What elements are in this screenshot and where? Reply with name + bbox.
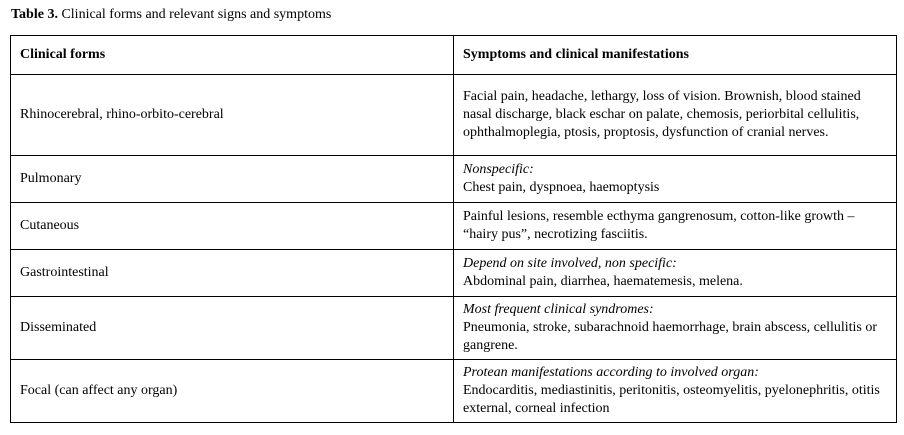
table-row [11, 156, 897, 203]
table-header-row [11, 36, 897, 75]
symptoms-cell [454, 297, 897, 360]
symptoms-cell [454, 203, 897, 250]
table-caption [11, 6, 331, 24]
header-clinical-forms: Clinical forms [11, 36, 454, 75]
clinical-form-cell: Pulmonary [11, 156, 454, 203]
symptoms-text: Endocarditis, mediastinitis, peritonitis, osteomyelitis, pyelonephritis, otitis external, corneal infection [463, 383, 880, 416]
symptoms-cell [454, 156, 897, 203]
symptoms-note: Depend on site involved, non specific: [463, 256, 677, 271]
symptoms-text: Pneumonia, stroke, subarachnoid haemorrhage, brain abscess, cellulitis or gangrene. [463, 320, 878, 353]
symptoms-text: Facial pain, headache, lethargy, loss of vision. Brownish, blood stained nasal discharge, black eschar on palate, chemosis, periorbital cellulitis, ophthalmoplegia, ptosis, proptosis, dysfunction of cranial nerves. [463, 89, 861, 140]
symptoms-cell [454, 75, 897, 156]
clinical-form-cell: Focal (can affect any organ) [11, 360, 454, 423]
symptoms-cell [454, 360, 897, 423]
clinical-form-cell: Rhinocerebral, rhino-orbito-cerebral [11, 75, 454, 156]
caption-label: Table 3. [11, 7, 58, 22]
symptoms-note: Nonspecific: [463, 162, 534, 177]
header-symptoms: Symptoms and clinical manifestations [454, 36, 897, 75]
clinical-forms-table [10, 35, 897, 423]
clinical-form-cell: Gastrointestinal [11, 250, 454, 297]
table-row [11, 297, 897, 360]
symptoms-text: Abdominal pain, diarrhea, haematemesis, melena. [463, 274, 743, 289]
symptoms-text: Chest pain, dyspnoea, haemoptysis [463, 180, 660, 195]
table-row [11, 75, 897, 156]
clinical-form-cell: Disseminated [11, 297, 454, 360]
table-row [11, 360, 897, 423]
symptoms-text: Painful lesions, resemble ecthyma gangrenosum, cotton-like growth – “hairy pus”, necrotizing fasciitis. [463, 209, 855, 242]
table-row [11, 250, 897, 297]
clinical-form-cell: Cutaneous [11, 203, 454, 250]
symptoms-note: Protean manifestations according to involved organ: [463, 365, 759, 380]
table-row [11, 203, 897, 250]
caption-text: Clinical forms and relevant signs and symptoms [61, 7, 332, 22]
symptoms-cell [454, 250, 897, 297]
symptoms-note: Most frequent clinical syndromes: [463, 302, 654, 317]
